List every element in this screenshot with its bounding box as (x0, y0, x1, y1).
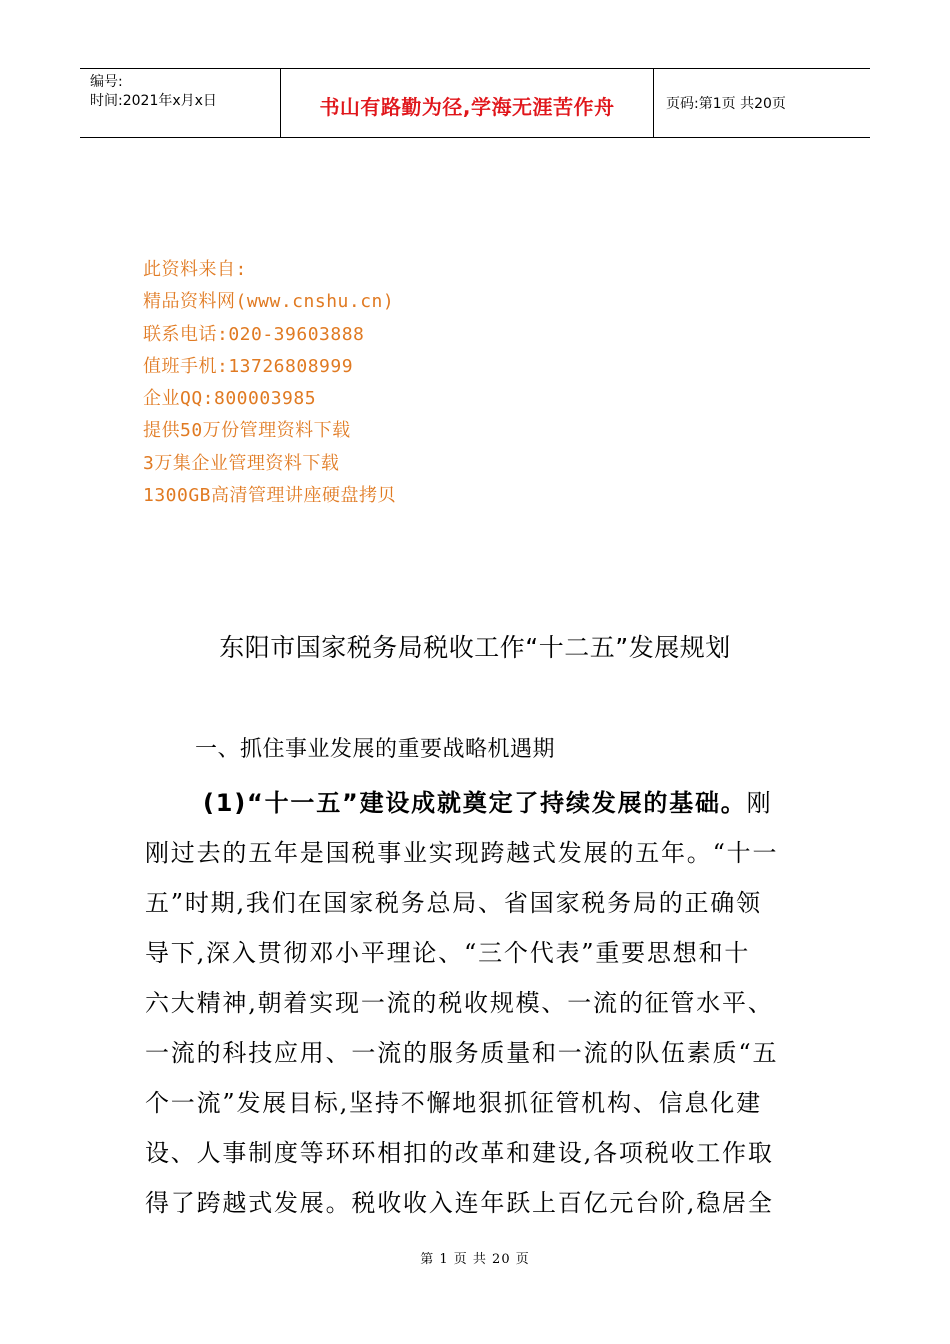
source-line: 企业QQ:800003985 (143, 388, 317, 410)
source-line: 提供50万份管理资料下载 (143, 420, 351, 442)
document-header (80, 68, 870, 138)
source-line: 值班手机:13726808999 (143, 355, 354, 377)
source-line: 精品资料网(www.cnshu.cn) (143, 291, 395, 313)
paragraph-lead-bold: (1)“十一五”建设成就奠定了持续发展的基础。 (203, 789, 747, 817)
paragraph-line: 五”时期,我们在国家税务总局、省国家税务局的正确领 (145, 889, 762, 917)
paragraph-first-line (145, 778, 810, 828)
paragraph-line: 个一流”发展目标,坚持不懈地狠抓征管机构、信息化建 (145, 1089, 762, 1117)
header-motto-cell (281, 69, 654, 137)
paragraph-line: 设、人事制度等环环相扣的改革和建设,各项税收工作取 (145, 1139, 774, 1167)
page-footer: 第 1 页 共 20 页 (420, 1252, 530, 1267)
paragraph-lead-rest: 刚 (746, 789, 773, 817)
source-line: 1300GB高清管理讲座硬盘拷贝 (143, 485, 397, 507)
source-line: 联系电话:020-39603888 (143, 323, 365, 345)
body-paragraph (145, 778, 810, 1228)
header-meta-cell (80, 69, 281, 137)
paragraph-line: 导下,深入贯彻邓小平理论、“三个代表”重要思想和十 (145, 939, 751, 967)
document-title: 东阳市国家税务局税收工作“十二五”发展规划 (219, 633, 731, 662)
date-label: 时间:2021年x月x日 (90, 93, 217, 109)
paragraph-line: 刚过去的五年是国税事业实现跨越式发展的五年。“十一 (145, 839, 779, 867)
header-page-cell (654, 69, 870, 137)
paragraph-line: 六大精神,朝着实现一流的税收规模、一流的征管水平、 (145, 989, 774, 1017)
header-motto: 书山有路勤为径,学海无涯苦作舟 (319, 94, 615, 119)
source-line: 3万集企业管理资料下载 (143, 452, 340, 474)
paragraph-line: 一流的科技应用、一流的服务质量和一流的队伍素质“五 (145, 1039, 779, 1067)
source-line: 此资料来自: (143, 259, 247, 280)
serial-label: 编号: (90, 74, 123, 90)
paragraph-line: 得了跨越式发展。税收收入连年跃上百亿元台阶,稳居全 (145, 1189, 774, 1217)
source-info-block (143, 254, 396, 512)
section-heading: 一、抓住事业发展的重要战略机遇期 (195, 737, 556, 762)
page-info: 页码:第1页 共20页 (666, 96, 786, 112)
